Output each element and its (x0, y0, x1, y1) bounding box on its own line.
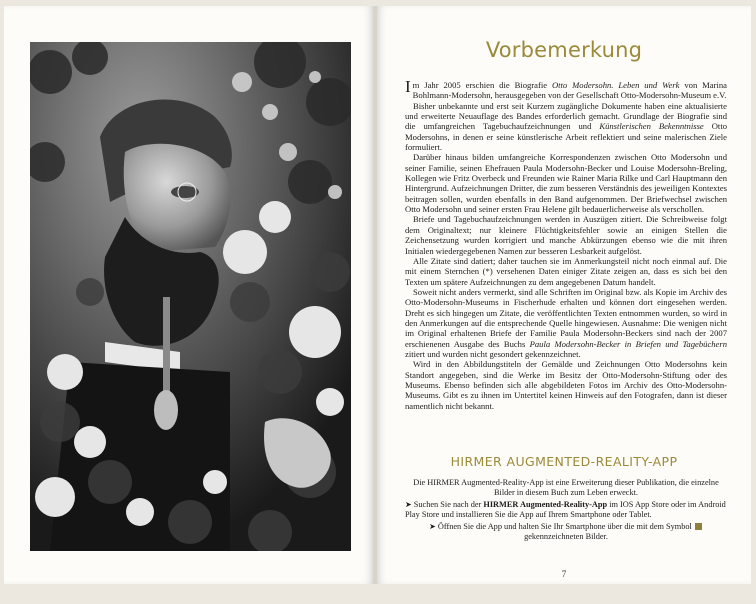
body-text (405, 77, 728, 411)
paragraph-3: Darüber hinaus bilden umfangreiche Korrespondenzen zwischen Otto Modersohn und seiner Familie, seinen Ehefrauen Paula Modersohn-Becker und Louise Modersohn-Breling, Kollegen wie Fritz Overbeck und Freunden wie Rainer Maria Rilke und Carl Hauptmann den Hintergrund. Aufzeichnungen Dritter, die zum besseren Verständnis des jeweiligen Kontextes beitragen sollen, wurden ebenfalls in den Band aufgenommen. Der Briefwechsel zwischen Otto Modersohn und seiner ersten Frau Helene gilt bedauerlicherweise als verschollen. (405, 152, 727, 215)
paragraph-1-text: m Jahr 2005 erschien die Biografie (412, 80, 552, 90)
paragraph-4: Briefe und Tagebuchaufzeichnungen werden in Auszügen zitiert. Die Schreibweise folgt dem Originaltext; nur kleinere Flüchtigkeitsfehler sowie an einigen Stellen die Zeichensetzung wurden korrigiert und manche Abkürzungen ebenso wie die mit ihren Initialen wiedergegebenen Namen zur besseren Lesbarkeit aufgelöst. (405, 214, 727, 256)
app-step-1-text: Suchen Sie nach der (413, 499, 484, 509)
paragraph-5: Alle Zitate sind datiert; daher tauchen sie im Anmerkungsteil nicht noch einmal auf. Die mit einem Sternchen (*) versehenen Daten einiger Zitate zeigen an, dass es sich bei den Texten um spätere Aufzeichnungen zu dem angegebenen Datum handelt. (405, 255, 727, 287)
portrait-photo (30, 42, 351, 551)
left-page (4, 6, 373, 584)
paragraph-2-text: Bisher unbekannte und erst seit Kurzem zugängliche Dokumente haben eine aktualisierte und erweiterte Neuauflage des Bandes erforderlich gemacht. Grundlage der Biografie sind die umfangreichen Tagebuchaufzeichnungen und (405, 100, 727, 132)
paragraph-6-text-end: zitiert und wurden nicht gesondert gekennzeichnet. (405, 348, 581, 359)
paragraph-6 (405, 287, 727, 359)
paragraph-6-text: Soweit nicht anders vermerkt, sind alle Schriften im Original bzw. als Kopie im Archiv des Otto-Modersohn-Museums in Fischerhude erhalten und können dort eingesehen werden. Dreht es sich hingegen um Zitate, die veröffentlichten Texten entnommen wurden, so wird in den Anmerkungen auf die entsprechende Quelle hingewiesen. Ausnahme: Die wenigen nicht im Original erhaltenen Briefe der Familie Paula Modersohn-Beckers sind nach der 2007 erschienenen Ausgabe des Buchs (405, 286, 727, 349)
page-heading: Vorbemerkung (485, 38, 643, 62)
paragraph-2 (405, 101, 727, 153)
app-intro: Die HIRMER Augmented-Reality-App ist eine Erweiterung dieser Publikation, die einzelne Bilder in diesem Buch zum Leben erweckt. (413, 478, 719, 498)
app-step-2 (405, 522, 727, 543)
italic-title: Künstlerischen Bekenntnisse (599, 121, 704, 132)
dropcap: I (405, 77, 411, 96)
app-step-2-text-end: gekennzeichneten Bilder. (524, 532, 608, 542)
app-heading: HIRMER AUGMENTED-REALITY-APP (450, 454, 678, 469)
paragraph-7: Wird in den Abbildungstiteln der Gemälde und Zeichnungen Otto Modersohns kein Standort angegeben, sind die Werke im Besitz der Otto-Modersohn-Stiftung oder des Museums. Ebenso befinden sich alle abgebildeten Fotos im Archiv des Otto-Modersohn-Museums. Gibt es zu ihnen im Untertitel keinen Hinweis auf den Fotografen, dann ist dieser namentlich nicht bekannt. (405, 359, 727, 411)
app-step-1-text-end: im IOS App Store oder im Android Play Store und installieren Sie die App auf Ihrem Smartphone oder Tablet. (405, 499, 726, 520)
app-step-1 (405, 500, 727, 521)
paragraph-1-text-end: von Marina Bohlmann-Modersohn, herausgegeben von der Gesellschaft Otto-Modersohn-Museum e.V. (412, 80, 727, 101)
arrow-bullet-icon: ➤ (429, 521, 436, 531)
arrow-bullet-icon: ➤ (405, 499, 412, 509)
book-title-italic: Otto Modersohn. Leben und Werk (551, 80, 680, 90)
app-step-2-text: Öffnen Sie die App und halten Sie Ihr Smartphone über die mit dem Symbol (437, 521, 692, 531)
right-page (377, 6, 751, 584)
portrait-photo-icon (30, 42, 351, 551)
italic-book-title: Paula Modersohn-Becker in Briefen und Tagebüchern (529, 338, 728, 349)
paragraph-2-text-end: Otto Modersohns, in denen er seine künstlerische Arbeit reflektiert und seine malerischen Ziele formuliert. (405, 121, 727, 153)
paragraph-1 (405, 77, 727, 101)
app-section (405, 478, 727, 543)
page-number: 7 (561, 569, 567, 579)
app-name-bold: HIRMER Augmented-Reality-App (483, 499, 608, 509)
ar-symbol-icon (695, 523, 702, 530)
